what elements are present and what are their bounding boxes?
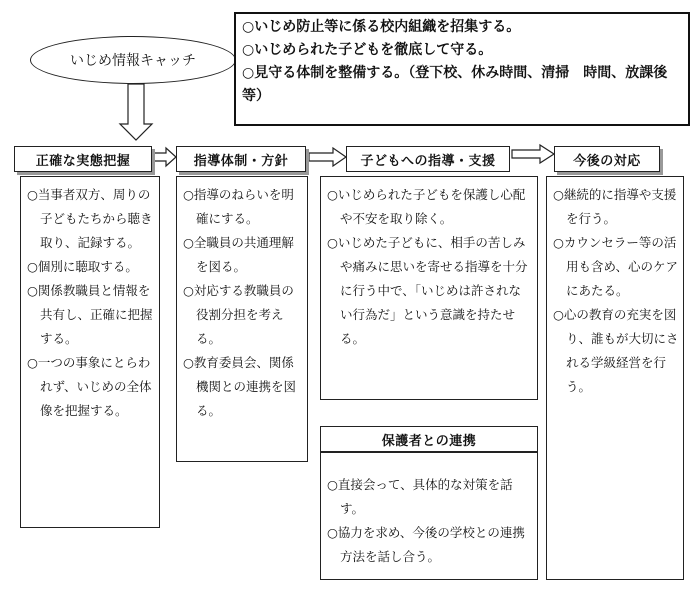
list-item: ○教育委員会、関係機関との連携を図る。 [183, 355, 297, 418]
list-item: ○対応する教職員の役割分担を考える。 [183, 283, 294, 346]
column-body-guidance-policy [176, 176, 308, 462]
column-header-child-support [346, 146, 510, 172]
list-item: ○カウンセラー等の活用も含め、心のケアにあたる。 [553, 235, 679, 298]
column-title: 指導体制・方針 [193, 153, 289, 169]
list-item: ○継続的に指導や支援を行う。 [553, 187, 677, 226]
column-body-fact-finding [20, 176, 160, 528]
policy-line: ○いじめられた子どもを徹底して守る。 [242, 42, 493, 58]
policy-line: ○いじめ防止等に係る校内組織を招集する。 [242, 19, 521, 35]
policy-line: ○見守る体制を整備する。（登下校、休み時間、清掃 時間、放課後等） [242, 65, 668, 104]
list-item: ○指導のねらいを明確にする。 [183, 187, 294, 226]
list-item: ○協力を求め、今後の学校との連携方法を話し合う。 [327, 525, 525, 564]
catch-oval [30, 36, 236, 84]
parents-title: 保護者との連携 [381, 433, 477, 449]
parents-body [320, 452, 538, 580]
policy-box [234, 12, 690, 126]
list-item: ○個別に聴取する。 [27, 259, 138, 274]
column-title: 子どもへの指導・支援 [360, 153, 496, 169]
list-item: ○当事者双方、周りの子どもたちから聴き取り、記録する。 [27, 187, 153, 250]
column-header-guidance-policy [176, 146, 306, 172]
list-item: ○いじめられた子どもを保護し心配や不安を取り除く。 [327, 187, 526, 226]
list-item: ○心の教育の充実を図り、誰もが大切にされる学級経営を行う。 [553, 307, 679, 394]
column-body-child-support [320, 176, 538, 400]
list-item: ○いじめた子どもに、相手の苦しみや痛みに思いを寄せる指導を十分に行う中で、「いじめは許されない行為だ」という意識を持たせる。 [327, 235, 528, 346]
list-item: ○一つの事象にとらわれず、いじめの全体像を把握する。 [27, 355, 152, 418]
down-arrow [120, 84, 152, 140]
list-item: ○関係教職員と情報を共有し、正確に把握する。 [27, 283, 153, 346]
parents-header [320, 426, 538, 452]
right-arrow-3 [512, 145, 554, 163]
column-body-future-response [546, 176, 684, 580]
right-arrow-1 [150, 148, 176, 166]
right-arrow-2 [309, 148, 346, 166]
list-item: ○全職員の共通理解を図る。 [183, 235, 294, 274]
column-header-future-response [554, 146, 660, 172]
catch-label: いじめ情報キャッチ [70, 53, 196, 69]
list-item: ○直接会って、具体的な対策を話す。 [327, 477, 513, 516]
column-title: 正確な実態把握 [35, 153, 131, 169]
column-header-fact-finding [14, 146, 152, 172]
column-title: 今後の対応 [573, 153, 641, 169]
